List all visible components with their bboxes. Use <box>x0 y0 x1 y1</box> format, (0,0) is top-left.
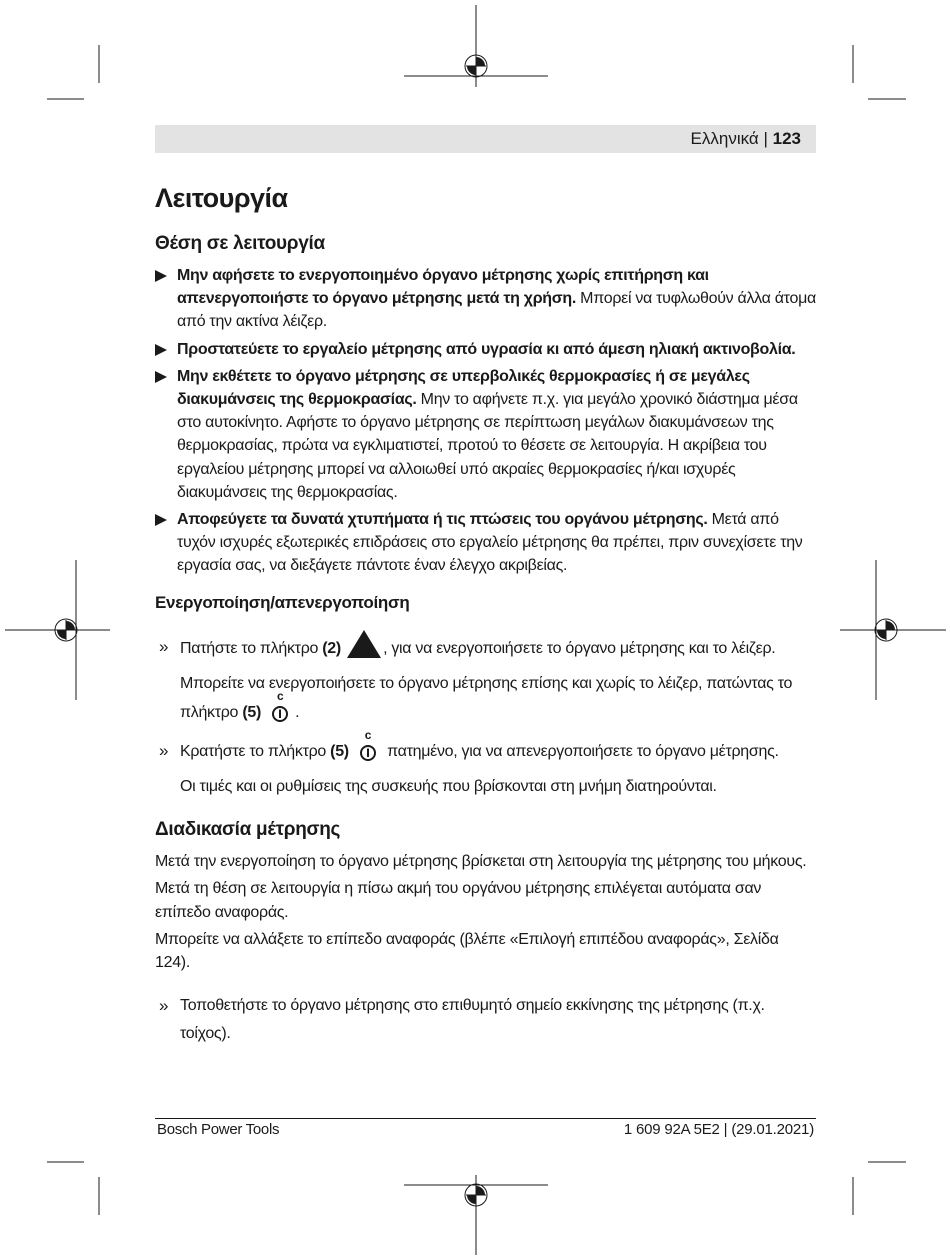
power-icon-label: c <box>276 688 284 703</box>
step-text: Πατήστε το πλήκτρο <box>180 639 323 657</box>
double-chevron-icon: » <box>159 636 169 656</box>
bullet-text: Μην το αφήνετε π.χ. για μεγάλο χρονικό διάστημα μέσα στο αυτοκίνητο. Αφήστε το όργανο μέτρησης σε περίπτωση μεγάλων διακυμάνσεων της θερμοκρασίας, πρώτα να εγκλιματιστεί, προτού το θέσετε σε λειτουργία. Η ακρίβεια του εργαλείου μέτρησης μπορεί να αλλοιωθεί υπό ακραίες θερμοκρασίες ή/και ισχυρές διακυμάνσεις της θερμοκρασίας. <box>177 391 798 501</box>
page-header <box>155 125 816 153</box>
footer-doc-number: 1 609 92A 5E2 | (29.01.2021) <box>623 1121 814 1138</box>
page-content <box>155 178 817 1054</box>
section-heading-onoff: Ενεργοποίηση/απενεργοποίηση <box>155 592 410 612</box>
step-text: , για να ενεργοποιήσετε το όργανο μέτρησης και το λέιζερ. <box>383 639 776 657</box>
power-icon <box>357 728 379 762</box>
triangle-up-icon <box>347 630 381 658</box>
safety-bullet-list <box>155 264 817 578</box>
list-item <box>155 365 817 504</box>
instruction-step-position <box>155 992 817 1048</box>
list-item <box>155 264 817 334</box>
step-text: Τοποθετήστε το όργανο μέτρησης στο επιθυμητό σημείο εκκίνησης της μέτρησης (π.χ. τοίχος). <box>180 997 765 1043</box>
header-language: Ελληνικά <box>690 129 759 148</box>
key-number: (5) <box>330 743 349 761</box>
list-item <box>155 338 817 361</box>
instruction-step-on <box>155 630 817 666</box>
header-separator: | <box>763 129 768 148</box>
paragraph: Μετά τη θέση σε λειτουργία η πίσω ακμή του οργάνου μέτρησης επιλέγεται αυτόματα σαν επίπεδο αναφοράς. <box>155 880 762 921</box>
footer-divider <box>155 1118 816 1119</box>
section-heading-startup: Θέση σε λειτουργία <box>155 233 325 254</box>
paragraph: Μπορείτε να αλλάξετε το επίπεδο αναφοράς (βλέπε «Επιλογή επιπέδου αναφοράς», Σελίδα 124). <box>155 930 779 972</box>
page-title: Λειτουργία <box>155 183 288 213</box>
triangle-bullet-icon <box>155 344 167 356</box>
section-heading-measure: Διαδικασία μέτρησης <box>155 819 341 841</box>
instruction-step-off <box>155 728 817 769</box>
header-page-number: 123 <box>772 129 801 148</box>
instruction-note-laser-off <box>155 672 817 724</box>
bullet-bold-text: Μην αφήσετε το ενεργοποιημένο όργανο μέτρησης χωρίς επιτήρηση και απενεργοποιήστε το όργανο μέτρησης μετά τη χρήση. <box>177 267 709 308</box>
double-chevron-icon: » <box>159 741 169 761</box>
step-text: πατημένο, για να απενεργοποιήσετε το όργανο μέτρησης. <box>382 743 779 761</box>
triangle-bullet-icon <box>155 270 167 282</box>
power-icon-label: c <box>364 728 372 743</box>
key-number: (2) <box>322 639 341 657</box>
instruction-note-memory: Οι τιμές και οι ρυθμίσεις της συσκευής που βρίσκονται στη μνήμη διατηρούνται. <box>180 778 717 796</box>
triangle-bullet-icon <box>155 514 167 526</box>
bullet-bold-text: Προστατεύετε το εργαλείο μέτρησης από υγρασία κι από άμεση ηλιακή ακτινοβολία. <box>177 340 796 358</box>
bullet-bold-text: Μην εκθέτετε το όργανο μέτρησης σε υπερβολικές θερμοκρασίες ή σε μεγάλες διακυμάνσεις της θερμοκρασίας. <box>177 367 750 409</box>
list-item <box>155 508 817 578</box>
footer-brand: Bosch Power Tools <box>157 1121 280 1138</box>
key-number: (5) <box>242 703 261 721</box>
step-text: Κρατήστε το πλήκτρο <box>180 743 331 761</box>
bullet-text: Μετά από τυχόν ισχυρές εξωτερικές επιδράσεις στο εργαλείο μέτρησης θα πρέπει, πριν συνεχίσετε την εργασία σας, να διεξάγετε πάντοτε έναν έλεγχο ακριβείας. <box>177 511 803 575</box>
power-icon <box>269 688 291 723</box>
paragraph: Μετά την ενεργοποίηση το όργανο μέτρησης βρίσκεται στη λειτουργία της μέτρησης του μήκους. <box>155 853 807 871</box>
note-text: . <box>295 703 300 721</box>
bullet-text: Μπορεί να τυφλωθούν άλλα άτομα από την ακτίνα λέιζερ. <box>177 290 816 331</box>
triangle-bullet-icon <box>155 371 167 383</box>
bullet-bold-text: Αποφεύγετε τα δυνατά χτυπήματα ή τις πτώσεις του οργάνου μέτρησης. <box>177 511 708 529</box>
note-text: Μπορείτε να ενεργοποιήσετε το όργανο μέτρησης επίσης και χωρίς το λέιζερ, πατώντας το πλήκτρο <box>180 674 793 721</box>
header-text <box>691 129 801 149</box>
double-chevron-icon: » <box>159 996 169 1016</box>
